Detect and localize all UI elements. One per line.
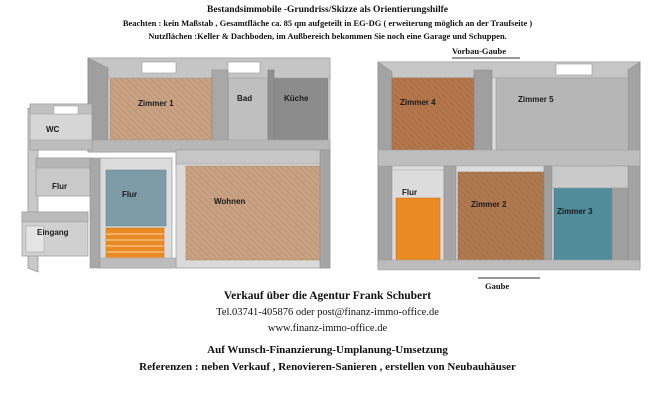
room-label-flur-left: Flur [52, 182, 68, 191]
footer-line-3: www.finanz-immo-office.de [267, 323, 388, 334]
floor-right-group [378, 58, 640, 278]
room-label-zimmer-4: Zimmer 4 [400, 98, 436, 107]
caption-vorbau-gaube: Vorbau-Gaube [452, 46, 507, 56]
footer-line-4: Auf Wunsch-Finanzierung-Umplanung-Umsetzung [207, 344, 448, 356]
room-label-flur-center: Flur [122, 190, 138, 199]
footer-line-1: Verkauf über die Agentur Frank Schubert [223, 290, 432, 302]
room-label-kueche: Küche [284, 94, 309, 103]
room-label-flur-right: Flur [402, 188, 418, 197]
room-label-zimmer-1: Zimmer 1 [138, 99, 174, 108]
header-line-3: Nutzflächen :Keller & Dachboden, im Außbereich bekommen Sie noch eine Garage und Schuppen. [148, 31, 507, 41]
footer-line-2: Tel.03741-405876 oder post@finanz-immo-office.de [216, 307, 439, 318]
header-line-2: Beachten : kein Maßstab , Gesamtfläche ca. 85 qm aufgeteilt in EG-DG ( erweiterung möglich an der Traufseite ) [122, 18, 533, 28]
caption-gaube: Gaube [485, 281, 510, 291]
room-label-wc: WC [46, 125, 60, 134]
floor-left-group [22, 58, 330, 272]
room-label-eingang: Eingang [37, 228, 69, 237]
room-label-wohnen: Wohnen [214, 197, 246, 206]
room-label-bad: Bad [237, 94, 253, 103]
room-label-zimmer-2: Zimmer 2 [471, 200, 507, 209]
room-label-zimmer-3: Zimmer 3 [557, 207, 593, 216]
room-label-zimmer-5: Zimmer 5 [518, 95, 554, 104]
header-line-1: Bestandsimmobile -Grundriss/Skizze als Orientierungshilfe [207, 5, 448, 15]
footer-line-5: Referenzen : neben Verkauf , Renovieren-Sanieren , erstellen von Neubauhäuser [139, 361, 516, 373]
